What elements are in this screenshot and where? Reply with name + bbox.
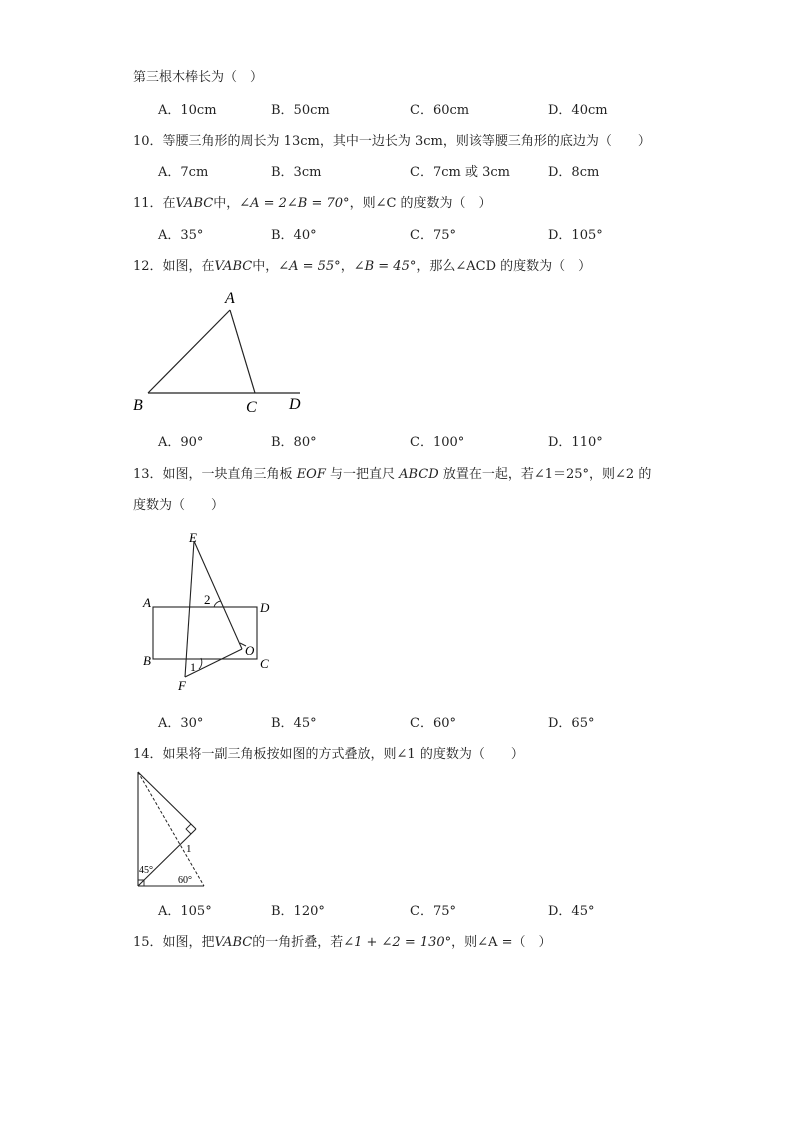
q13-option-d: D．65°	[548, 716, 595, 731]
q14-option-a: A．105°	[158, 904, 212, 919]
q13-ruler-abcd	[153, 607, 257, 659]
q13-ruler-name: ABCD	[399, 467, 439, 482]
q12-side-ac	[230, 310, 255, 393]
q10-option-a: A．7cm	[158, 165, 209, 180]
q15-triangle: VABC	[214, 935, 253, 950]
q14-option-d: D．45°	[548, 904, 595, 919]
q10-option-d: D．8cm	[548, 165, 600, 180]
q12-condition-2: ∠B = 45°	[353, 259, 417, 274]
q13-triangle-name: EOF	[296, 467, 326, 482]
q14-label-45: 45°	[139, 865, 153, 876]
q14-option-c: C．75°	[410, 904, 456, 919]
q12-label-d: D	[289, 396, 301, 413]
q13-suffix: 放置在一起，若∠1＝25°，则∠2 的	[438, 467, 652, 482]
q13-stem-line2: 度数为（ ）	[133, 498, 225, 513]
q13-prefix: 13．如图，一块直角三角板	[133, 467, 297, 482]
q12-label-b: B	[133, 397, 143, 414]
q13-side-eo	[194, 541, 242, 649]
q13-option-b: B．45°	[271, 716, 317, 731]
q14-right-angle-mark-top	[186, 824, 191, 834]
q15-mid: 的一角折叠，若	[252, 935, 344, 950]
q9-option-d: D．40cm	[548, 103, 608, 118]
q14-stem: 14．如果将一副三角板按如图的方式叠放，则∠1 的度数为（ ）	[133, 747, 524, 762]
q11-option-c: C．75°	[410, 228, 456, 243]
q12-option-a: A．90°	[158, 435, 204, 450]
q10-option-c: C．7cm 或 3cm	[410, 165, 510, 180]
q9-option-c: C．60cm	[410, 103, 470, 118]
q13-label-f: F	[178, 678, 186, 693]
q13-label-1: 1	[190, 660, 196, 674]
q11-prefix: 11．在	[133, 196, 176, 211]
q13-figure	[135, 525, 285, 697]
q12-option-d: D．110°	[548, 435, 603, 450]
q15-prefix: 15．如图，把	[133, 935, 215, 950]
q11-option-d: D．105°	[548, 228, 603, 243]
q13-label-d: D	[260, 600, 270, 615]
q12-sep: ，	[340, 259, 354, 274]
q13-angle-1-arc	[199, 658, 202, 669]
q13-label-e: E	[189, 530, 197, 545]
q13-label-b: B	[143, 653, 151, 668]
q13-label-o: O	[245, 643, 255, 658]
q9-stem: 第三根木棒长为（ ）	[133, 70, 264, 85]
q11-triangle: VABC	[175, 196, 214, 211]
q13-mid: 与一把直尺	[325, 467, 400, 482]
q14-hypotenuse-45	[138, 772, 196, 829]
q12-option-b: B．80°	[271, 435, 317, 450]
q13-label-c: C	[260, 656, 269, 671]
q12-label-c: C	[246, 399, 257, 416]
q15-stem	[133, 931, 551, 950]
q13-stem-line1	[133, 463, 651, 482]
q11-suffix: ，则∠C 的度数为（ ）	[349, 196, 492, 211]
q12-suffix: ，那么∠ACD 的度数为（ ）	[416, 259, 592, 274]
q10-stem: 10．等腰三角形的周长为 13cm，其中一边长为 3cm，则该等腰三角形的底边为（ ）	[133, 134, 651, 149]
q13-angle-2-arc	[214, 601, 221, 607]
q12-stem	[133, 255, 591, 274]
q12-prefix: 12．如图，在	[133, 259, 215, 274]
q9-option-a: A．10cm	[158, 103, 217, 118]
q10-option-b: B．3cm	[271, 165, 322, 180]
q12-figure	[128, 282, 318, 417]
q11-option-b: B．40°	[271, 228, 317, 243]
q13-label-a: A	[143, 595, 151, 610]
q13-option-a: A．30°	[158, 716, 204, 731]
q13-option-c: C．60°	[410, 716, 456, 731]
q11-stem	[133, 192, 492, 211]
q11-mid: 中，	[213, 196, 240, 211]
q15-condition: ∠1 + ∠2 = 130°	[343, 935, 452, 950]
q9-option-b: B．50cm	[271, 103, 330, 118]
q14-option-b: B．120°	[271, 904, 325, 919]
q14-label-60: 60°	[178, 875, 192, 886]
q15-suffix: ，则∠A =（ ）	[451, 935, 552, 950]
q12-mid: 中，	[252, 259, 279, 274]
q11-condition: ∠A = 2∠B = 70°	[239, 196, 350, 211]
q13-label-2: 2	[204, 592, 211, 607]
q12-side-ab	[148, 310, 230, 393]
q12-option-c: C．100°	[410, 435, 465, 450]
q12-label-a: A	[225, 290, 235, 307]
q14-figure	[130, 768, 215, 892]
q12-triangle: VABC	[214, 259, 253, 274]
q14-label-1: 1	[186, 843, 192, 855]
q11-option-a: A．35°	[158, 228, 204, 243]
q12-condition-1: ∠A = 55°	[278, 259, 341, 274]
q13-side-ef	[185, 541, 194, 677]
